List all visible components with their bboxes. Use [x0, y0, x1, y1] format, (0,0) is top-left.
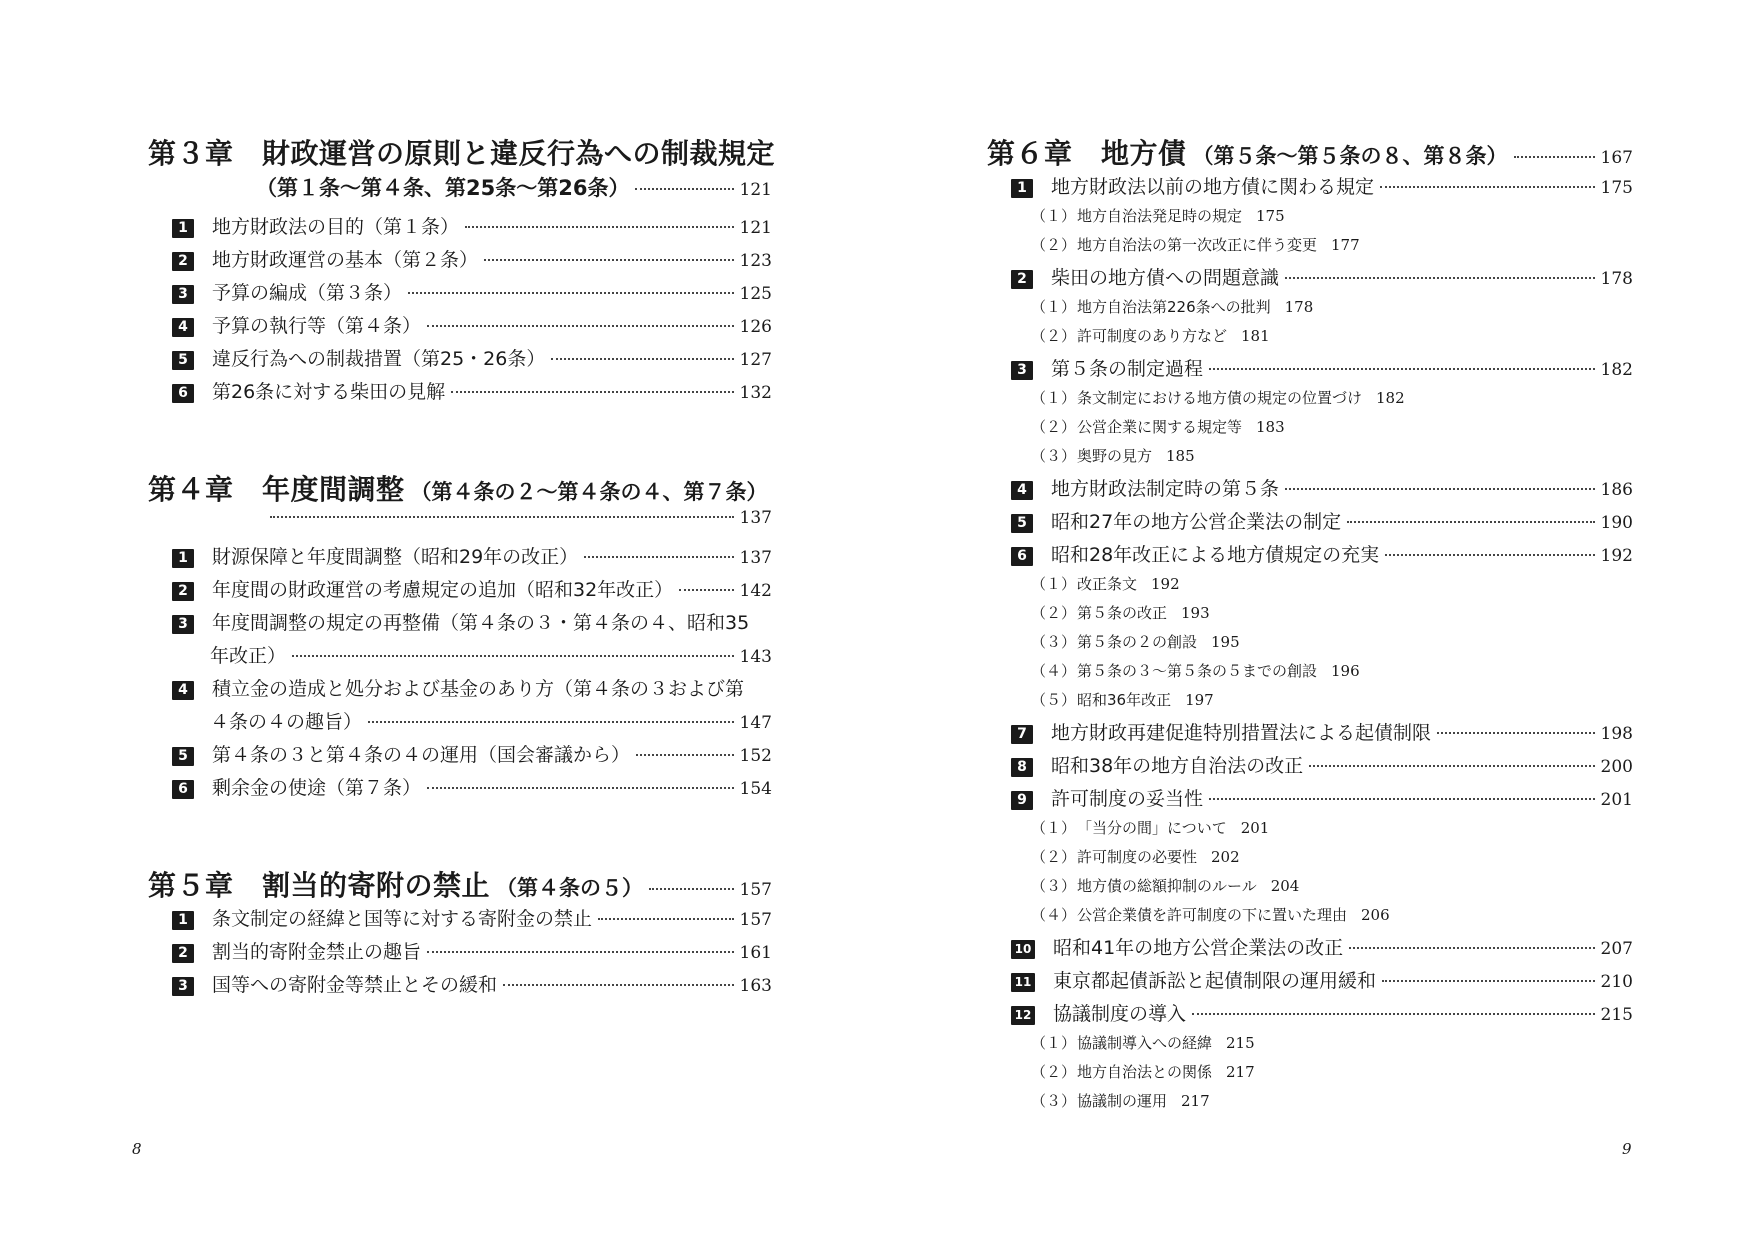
toc-subitem: [987, 234, 1633, 263]
item-page: 201: [1600, 790, 1633, 810]
toc-item: [987, 263, 1633, 296]
subitem-number: （４）: [1031, 906, 1077, 924]
chapter-3: [148, 132, 776, 410]
subitem-number: （１）: [1031, 1034, 1077, 1052]
item-page: 123: [739, 251, 772, 271]
item-title: 年度間の財政運営の考慮規定の追加（昭和32年改正）: [212, 579, 674, 601]
toc-item-continuation: [148, 641, 772, 674]
subitem-page: 204: [1270, 877, 1300, 895]
toc-item: [148, 904, 772, 937]
page-number-left: 8: [132, 1140, 142, 1158]
dot-leader: [503, 984, 734, 986]
toc-subitem: [987, 904, 1633, 933]
subitem-title: 第５条の改正: [1077, 604, 1168, 622]
toc-item: [148, 937, 772, 970]
dot-leader: [551, 358, 733, 360]
subitem-number: （１）: [1031, 389, 1077, 407]
subitem-page: 183: [1256, 418, 1285, 436]
dot-leader: [1309, 765, 1594, 767]
chapter-5: [148, 864, 772, 1003]
item-page: 200: [1600, 757, 1633, 777]
subitem-number: （２）: [1031, 418, 1077, 436]
item-number-badge: 5: [1011, 514, 1033, 533]
item-number-badge: 8: [1011, 758, 1033, 777]
subitem-number: （４）: [1031, 662, 1077, 680]
toc-item: [148, 575, 772, 608]
chapter-5-items: [148, 904, 772, 1003]
chapter-6: [987, 132, 1633, 1119]
item-title: 地方財政法の目的（第１条）: [212, 216, 460, 238]
toc-subitem: [987, 296, 1633, 325]
item-title: 協議制度の導入: [1053, 1003, 1187, 1025]
toc-item: [987, 751, 1633, 784]
subitem-title: 第５条の２の創設: [1077, 633, 1198, 651]
item-number-badge: 3: [172, 615, 194, 634]
item-page: 152: [739, 746, 772, 766]
dot-leader: [270, 516, 734, 518]
chapter-3-page: 121: [739, 180, 772, 200]
subitem-title: 地方債の総額抑制のルール: [1077, 877, 1257, 895]
toc-item: [148, 245, 772, 278]
item-number-badge: 1: [172, 911, 194, 930]
chapter-5-title: 第５章 割当的寄附の禁止: [148, 869, 491, 902]
toc-subitem: [987, 1061, 1633, 1090]
item-title: 昭和38年の地方自治法の改正: [1051, 755, 1304, 777]
toc-item: [148, 674, 772, 707]
item-title: 財源保障と年度間調整（昭和29年の改正）: [212, 546, 579, 568]
subitem-number: （２）: [1031, 848, 1077, 866]
chapter-6-items: [987, 172, 1633, 1119]
item-number-badge: 6: [172, 384, 194, 403]
left-page: [0, 0, 877, 1240]
item-number-badge: 1: [1011, 179, 1033, 198]
item-title: 年度間調整の規定の再整備（第４条の３・第４条の４、昭和35: [212, 612, 750, 634]
item-page: 157: [739, 910, 772, 930]
item-title: 積立金の造成と処分および基金のあり方（第４条の３および第: [212, 678, 745, 700]
dot-leader: [1347, 521, 1594, 523]
toc-subitem: [987, 689, 1633, 718]
toc-subitem: [987, 1090, 1633, 1119]
toc-subitem: [987, 205, 1633, 234]
subitem-page: 178: [1284, 298, 1314, 316]
subitem-title: 地方自治法第226条への批判: [1077, 298, 1271, 316]
subitem-page: 193: [1181, 604, 1210, 622]
toc-item: [148, 278, 772, 311]
dot-leader: [1209, 798, 1595, 800]
subitem-title: 許可制度のあり方など: [1077, 327, 1228, 345]
subitem-page: 192: [1151, 575, 1180, 593]
item-title: 第４条の３と第４条の４の運用（国会審議から）: [212, 744, 631, 766]
dot-leader: [1437, 732, 1595, 734]
toc-subitem: [987, 817, 1633, 846]
subitem-title: 条文制定における地方債の規定の位置づけ: [1077, 389, 1363, 407]
toc-item: [148, 773, 772, 806]
dot-leader: [1514, 156, 1595, 158]
item-number-badge: 3: [172, 285, 194, 304]
subitem-number: （１）: [1031, 575, 1077, 593]
item-number-badge: 3: [172, 977, 194, 996]
item-title: 予算の編成（第３条）: [212, 282, 403, 304]
subitem-page: 182: [1376, 389, 1405, 407]
item-page: 163: [739, 976, 772, 996]
item-title: 第26条に対する柴田の見解: [212, 381, 446, 403]
toc-item: [148, 344, 772, 377]
toc-subitem: [987, 325, 1633, 354]
item-number-badge: 4: [172, 318, 194, 337]
subitem-page: 197: [1185, 691, 1214, 709]
subitem-number: （２）: [1031, 327, 1077, 345]
subitem-title: 協議制の運用: [1077, 1092, 1168, 1110]
chapter-5-page: 157: [739, 880, 772, 900]
subitem-page: 201: [1240, 819, 1270, 837]
subitem-page: 181: [1241, 327, 1270, 345]
dot-leader: [1385, 554, 1594, 556]
item-number-badge: 6: [1011, 547, 1033, 566]
dot-leader: [427, 325, 734, 327]
subitem-title: 奥野の見方: [1077, 447, 1153, 465]
chapter-4-subtitle: （第４条の２〜第４条の４、第７条）: [410, 480, 768, 504]
item-page: 186: [1600, 480, 1633, 500]
dot-leader: [427, 951, 734, 953]
subitem-page: 217: [1226, 1063, 1255, 1081]
toc-subitem: [987, 660, 1633, 689]
toc-item-continuation: [148, 707, 772, 740]
subitem-number: （２）: [1031, 236, 1077, 254]
toc-item: [148, 740, 772, 773]
chapter-4-title: 第４章 年度間調整: [148, 473, 405, 506]
item-title: 条文制定の経緯と国等に対する寄附金の禁止: [212, 908, 593, 930]
dot-leader: [368, 721, 734, 723]
item-page: 126: [739, 317, 772, 337]
subitem-number: （１）: [1031, 298, 1077, 316]
toc-item: [148, 311, 772, 344]
toc-item: [987, 966, 1633, 999]
chapter-6-subtitle: （第５条〜第５条の８、第８条）: [1192, 144, 1508, 168]
item-title: 昭和27年の地方公営企業法の制定: [1051, 511, 1342, 533]
subitem-page: 217: [1181, 1092, 1210, 1110]
dot-leader: [649, 888, 734, 890]
item-title: 地方財政再建促進特別措置法による起債制限: [1051, 722, 1432, 744]
subitem-page: 177: [1331, 236, 1360, 254]
item-title: 剰余金の使途（第７条）: [212, 777, 422, 799]
subitem-number: （１）: [1031, 819, 1077, 837]
subitem-number: （１）: [1031, 207, 1077, 225]
item-page: 190: [1600, 513, 1633, 533]
subitem-page: 196: [1331, 662, 1360, 680]
dot-leader: [679, 589, 733, 591]
toc-item: [148, 542, 772, 575]
item-title: 地方財政法以前の地方債に関わる規定: [1051, 176, 1375, 198]
dot-leader: [1209, 368, 1595, 370]
dot-leader: [292, 655, 734, 657]
subitem-number: （２）: [1031, 604, 1077, 622]
item-page: 178: [1600, 269, 1633, 289]
item-page: 127: [739, 350, 772, 370]
subitem-title: 第５条の３〜第５条の５までの創設: [1077, 662, 1318, 680]
item-title: 地方財政法制定時の第５条: [1051, 478, 1280, 500]
toc-item: [987, 540, 1633, 573]
dot-leader: [598, 918, 734, 920]
chapter-3-subtitle: （第１条〜第４条、第25条〜第26条）: [256, 176, 630, 200]
toc-item: [148, 970, 772, 1003]
toc-subitem: [987, 631, 1633, 660]
chapter-3-title: 第３章 財政運営の原則と違反行為への制裁規定: [148, 137, 776, 170]
item-title: 違反行為への制裁措置（第25・26条）: [212, 348, 546, 370]
item-number-badge: 2: [1011, 270, 1033, 289]
toc-subitem: [987, 387, 1633, 416]
item-title: 許可制度の妥当性: [1051, 788, 1204, 810]
item-page: 207: [1600, 939, 1633, 959]
item-title: 地方財政運営の基本（第２条）: [212, 249, 479, 271]
subitem-title: 公営企業債を許可制度の下に置いた理由: [1077, 906, 1348, 924]
dot-leader: [465, 226, 734, 228]
subitem-title: 公営企業に関する規定等: [1077, 418, 1243, 436]
subitem-number: （５）: [1031, 691, 1077, 709]
subitem-title: 許可制度の必要性: [1077, 848, 1198, 866]
item-title: 予算の執行等（第４条）: [212, 315, 422, 337]
toc-subitem: [987, 416, 1633, 445]
subitem-page: 195: [1211, 633, 1240, 651]
left-toc-column: [148, 132, 776, 1003]
subitem-title: 協議制導入への経緯: [1077, 1034, 1213, 1052]
toc-subitem: [987, 445, 1633, 474]
dot-leader: [1285, 277, 1595, 279]
toc-item: [987, 784, 1633, 817]
item-title: 国等への寄附金等禁止とその緩和: [212, 974, 498, 996]
subitem-title: 昭和36年改正: [1077, 691, 1172, 709]
toc-subitem: [987, 573, 1633, 602]
item-page: 198: [1600, 724, 1633, 744]
chapter-4-items: [148, 542, 772, 806]
item-number-badge: 1: [172, 549, 194, 568]
item-number-badge: 4: [172, 681, 194, 700]
item-title: 第５条の制定過程: [1051, 358, 1204, 380]
toc-item: [148, 377, 772, 410]
subitem-page: 202: [1211, 848, 1240, 866]
toc-item: [987, 999, 1633, 1032]
chapter-4: [148, 468, 772, 806]
dot-leader: [451, 391, 733, 393]
item-number-badge: 12: [1011, 1006, 1035, 1025]
dot-leader: [1382, 980, 1595, 982]
item-page: 142: [739, 581, 772, 601]
right-page: [877, 0, 1755, 1240]
item-number-badge: 7: [1011, 725, 1033, 744]
toc-item: [987, 933, 1633, 966]
dot-leader: [636, 754, 734, 756]
subitem-page: 185: [1166, 447, 1195, 465]
item-number-badge: 2: [172, 582, 194, 601]
toc-subitem: [987, 602, 1633, 631]
item-page: 210: [1600, 972, 1633, 992]
toc-subitem: [987, 846, 1633, 875]
toc-subitem: [987, 1032, 1633, 1061]
item-page: 175: [1600, 178, 1633, 198]
subitem-title: 地方自治法発足時の規定: [1077, 207, 1243, 225]
item-page: 192: [1600, 546, 1633, 566]
item-title: 柴田の地方債への問題意識: [1051, 267, 1280, 289]
item-page: 154: [739, 779, 772, 799]
subitem-title: 「当分の間」について: [1077, 819, 1227, 837]
item-page: 161: [739, 943, 772, 963]
subitem-page: 175: [1256, 207, 1285, 225]
item-number-badge: 4: [1011, 481, 1033, 500]
item-number-badge: 3: [1011, 361, 1033, 380]
dot-leader: [484, 259, 734, 261]
subitem-number: （３）: [1031, 447, 1077, 465]
item-page: 132: [739, 383, 772, 403]
subitem-number: （３）: [1031, 633, 1077, 651]
item-title: 東京都起債訴訟と起債制限の運用緩和: [1053, 970, 1377, 992]
item-number-badge: 1: [172, 219, 194, 238]
toc-item: [148, 212, 772, 245]
item-number-badge: 9: [1011, 791, 1033, 810]
chapter-6-title: 第６章 地方債: [987, 137, 1187, 170]
subitem-title: 地方自治法との関係: [1077, 1063, 1213, 1081]
item-page: 125: [739, 284, 772, 304]
item-page: 182: [1600, 360, 1633, 380]
item-number-badge: 5: [172, 747, 194, 766]
subitem-number: （３）: [1031, 877, 1077, 895]
subitem-page: 206: [1361, 906, 1390, 924]
item-title-continuation: ４条の４の趣旨）: [210, 711, 363, 733]
dot-leader: [1285, 488, 1595, 490]
item-number-badge: 2: [172, 944, 194, 963]
item-number-badge: 10: [1011, 940, 1035, 959]
item-page: 143: [739, 647, 772, 667]
dot-leader: [1380, 186, 1595, 188]
dot-leader: [584, 556, 733, 558]
item-number-badge: 5: [172, 351, 194, 370]
item-title: 昭和28年改正による地方債規定の充実: [1051, 544, 1380, 566]
dot-leader: [427, 787, 734, 789]
page-number-right: 9: [1622, 1140, 1632, 1158]
subitem-title: 地方自治法の第一次改正に伴う変更: [1077, 236, 1318, 254]
item-number-badge: 2: [172, 252, 194, 271]
item-page: 137: [739, 548, 772, 568]
chapter-6-page: 167: [1600, 148, 1633, 168]
toc-subitem: [987, 875, 1633, 904]
toc-item: [987, 507, 1633, 540]
right-toc-column: [987, 132, 1633, 1119]
item-page: 121: [739, 218, 772, 238]
toc-item: [148, 608, 772, 641]
item-number-badge: 6: [172, 780, 194, 799]
chapter-5-subtitle: （第４条の５）: [496, 876, 644, 900]
toc-item: [987, 354, 1633, 387]
subitem-page: 215: [1226, 1034, 1255, 1052]
item-title-continuation: 年改正）: [210, 645, 287, 667]
dot-leader: [1349, 947, 1594, 949]
dot-leader: [1192, 1013, 1595, 1015]
item-page: 147: [739, 713, 772, 733]
chapter-4-page: 137: [739, 508, 772, 528]
item-title: 割当的寄附金禁止の趣旨: [212, 941, 422, 963]
chapter-3-items: [148, 212, 772, 410]
item-page: 215: [1600, 1005, 1633, 1025]
dot-leader: [408, 292, 734, 294]
toc-item: [987, 172, 1633, 205]
toc-item: [987, 474, 1633, 507]
item-number-badge: 11: [1011, 973, 1035, 992]
subitem-title: 改正条文: [1077, 575, 1138, 593]
dot-leader: [635, 188, 733, 190]
item-title: 昭和41年の地方公営企業法の改正: [1053, 937, 1344, 959]
toc-item: [987, 718, 1633, 751]
subitem-number: （３）: [1031, 1092, 1077, 1110]
subitem-number: （２）: [1031, 1063, 1077, 1081]
